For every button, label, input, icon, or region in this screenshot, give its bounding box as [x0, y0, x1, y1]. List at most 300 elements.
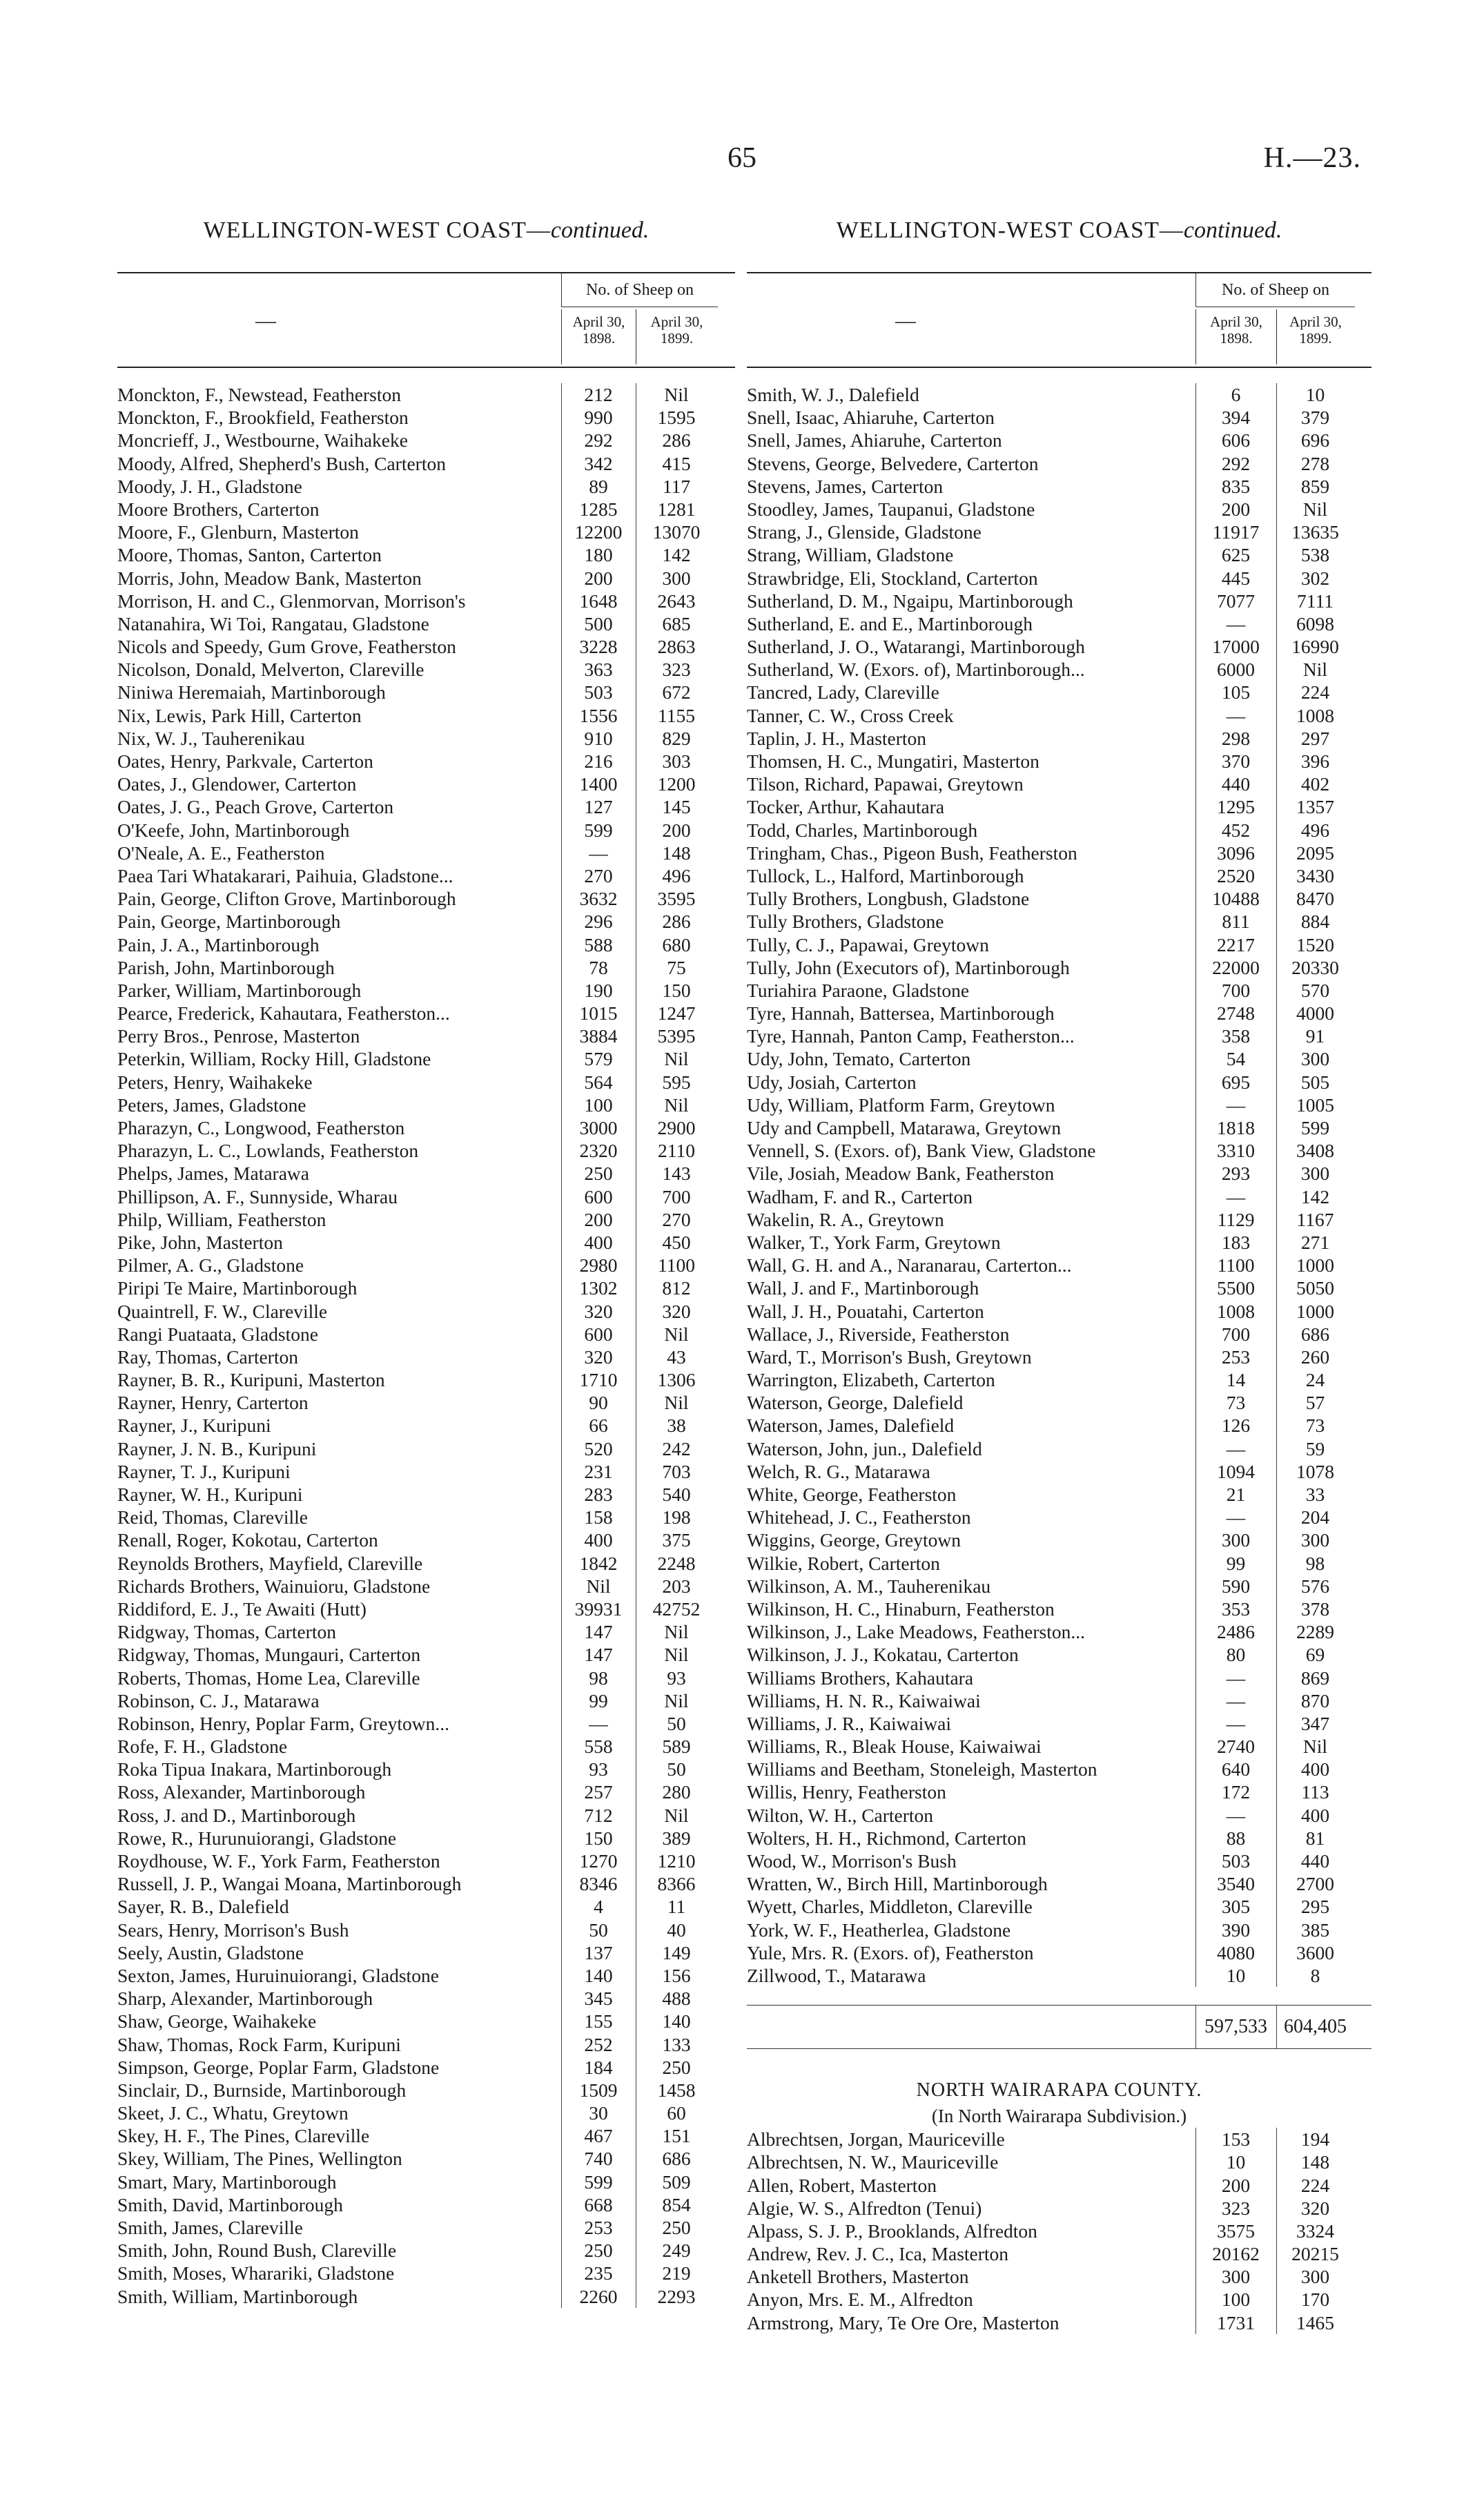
owner-name: Nix, W. J., Tauherenikau — [117, 727, 305, 749]
owner-name: York, W. F., Heatherlea, Gladstone — [747, 1919, 1011, 1941]
sheep-1899: 117 — [662, 475, 691, 497]
owner-name: Skey, William, The Pines, Wellington — [117, 2148, 402, 2170]
owner-name: Parker, William, Martinborough — [117, 979, 362, 1001]
owner-name: White, George, Featherston — [747, 1484, 957, 1505]
sheep-1898: 200 — [584, 1208, 613, 1230]
owner-name: Quaintrell, F. W., Clareville — [117, 1300, 328, 1322]
sheep-1898: — — [1226, 1667, 1246, 1689]
sheep-1898: 390 — [1221, 1919, 1251, 1941]
sheep-1898: 293 — [1221, 1163, 1251, 1185]
table-row — [117, 1575, 735, 1598]
sheep-1899: 57 — [1305, 1392, 1325, 1414]
sheep-1898: 250 — [584, 2240, 613, 2262]
sheep-1899: 538 — [1300, 544, 1330, 566]
owner-name: Reynolds Brothers, Mayfield, Clareville — [117, 1552, 423, 1574]
sheep-1898: 54 — [1226, 1048, 1246, 1070]
owner-name: Oates, Henry, Parkvale, Carterton — [117, 750, 373, 772]
table-row — [747, 979, 1371, 1002]
table-row — [747, 1620, 1371, 1643]
sheep-1899: 1155 — [658, 704, 695, 726]
table-row — [117, 1804, 735, 1827]
sheep-1899: 278 — [1300, 452, 1330, 474]
sheep-1899: Nil — [1302, 498, 1328, 520]
owner-name: Warrington, Elizabeth, Carterton — [747, 1369, 995, 1391]
sheep-1899: 595 — [662, 1071, 691, 1093]
sheep-1898: 712 — [584, 1804, 613, 1826]
table-row — [117, 1276, 735, 1299]
sheep-1898: 1295 — [1217, 796, 1255, 818]
table-row — [747, 1162, 1371, 1185]
owner-name: Rayner, J. N. B., Kuripuni — [117, 1437, 317, 1459]
sheep-1898: — — [1226, 1437, 1246, 1459]
left-header-dash: — — [255, 309, 276, 332]
table-row — [117, 2124, 735, 2147]
owner-name: Shaw, Thomas, Rock Farm, Kuripuni — [117, 2033, 401, 2055]
sheep-1899: 1520 — [1296, 933, 1334, 955]
owner-name: Rofe, F. H., Gladstone — [117, 1736, 288, 1758]
sheep-1899: 60 — [667, 2102, 686, 2124]
table-row — [117, 1162, 735, 1185]
table-row — [117, 498, 735, 521]
sheep-1899: 385 — [1300, 1919, 1330, 1941]
sheep-1898: 10 — [1226, 1964, 1246, 1986]
table-row — [747, 1208, 1371, 1231]
sheep-1899: 194 — [1300, 2128, 1330, 2151]
sheep-1898: 2980 — [579, 1254, 618, 1276]
sheep-1899: 450 — [662, 1231, 691, 1253]
sheep-1899: 870 — [1300, 1689, 1330, 1711]
right-column — [747, 214, 1371, 2334]
table-row — [747, 2197, 1371, 2220]
owner-name: Smith, Moses, Wharariki, Gladstone — [117, 2262, 395, 2284]
sheep-1899: 20215 — [1291, 2243, 1339, 2265]
sheep-1898: 353 — [1221, 1598, 1251, 1620]
sheep-1899: 496 — [1300, 819, 1330, 841]
sheep-1899: 40 — [667, 1919, 686, 1941]
table-row — [747, 590, 1371, 612]
sheep-1898: 2520 — [1217, 864, 1255, 886]
owner-name: Rayner, W. H., Kuripuni — [117, 1484, 303, 1505]
sheep-1899: 320 — [662, 1300, 691, 1322]
table-row — [117, 1346, 735, 1368]
right-table-header — [747, 272, 1371, 368]
table-row — [747, 1071, 1371, 1094]
sheep-1898: 590 — [1221, 1575, 1251, 1597]
sheep-1899: 8 — [1310, 1964, 1320, 1986]
sheep-1898: 1556 — [579, 704, 618, 726]
sheep-1898: 558 — [584, 1736, 613, 1758]
owner-name: Stevens, George, Belvedere, Carterton — [747, 452, 1039, 474]
sheep-1898: 452 — [1221, 819, 1251, 841]
sheep-1898: 2217 — [1217, 933, 1255, 955]
owner-name: Wilton, W. H., Carterton — [747, 1804, 934, 1826]
table-row — [747, 1598, 1371, 1620]
sheep-1899: Nil — [664, 1621, 689, 1643]
owner-name: Albrechtsen, Jorgan, Mauriceville — [747, 2128, 1005, 2151]
table-row — [747, 1002, 1371, 1025]
sheep-1898: 80 — [1226, 1644, 1246, 1666]
table-row — [117, 406, 735, 429]
table-row — [117, 2285, 735, 2308]
sheep-1899: 50 — [667, 1758, 686, 1780]
right-title-main: WELLINGTON-WEST COAST— — [836, 217, 1184, 243]
sheep-1899: 8470 — [1296, 888, 1334, 910]
sheep-1898: 588 — [584, 933, 613, 955]
table-row — [117, 1071, 735, 1094]
sheep-1898: 300 — [1221, 1529, 1251, 1551]
owner-name: Rowe, R., Hurunuiorangi, Gladstone — [117, 1827, 397, 1849]
sheep-1898: 216 — [584, 750, 613, 772]
owner-name: Phillipson, A. F., Sunnyside, Wharau — [117, 1185, 398, 1207]
table-row — [117, 1139, 735, 1162]
section-title: NORTH WAIRARAPA COUNTY. — [916, 2079, 1202, 2101]
table-row — [117, 2171, 735, 2193]
sheep-1898: 606 — [1221, 429, 1251, 452]
owner-name: Wall, G. H. and A., Naranarau, Carterton... — [747, 1254, 1072, 1276]
owner-name: Rayner, B. R., Kuripuni, Masterton — [117, 1369, 385, 1391]
sheep-1899: 3430 — [1296, 864, 1334, 886]
sheep-1898: 292 — [584, 429, 613, 452]
owner-name: Taplin, J. H., Masterton — [747, 727, 927, 749]
sheep-1898: 1285 — [579, 498, 618, 520]
sheep-1899: 16990 — [1291, 636, 1339, 658]
table-row — [747, 1254, 1371, 1276]
table-row — [117, 543, 735, 566]
sheep-1899: 140 — [662, 2010, 691, 2032]
sheep-1898: 3575 — [1217, 2220, 1255, 2242]
owner-name: Wood, W., Morrison's Bush — [747, 1850, 957, 1872]
sheep-1898: 8346 — [579, 1873, 618, 1895]
sheep-1898: 150 — [584, 1827, 613, 1849]
table-row — [747, 750, 1371, 773]
table-row — [117, 1620, 735, 1643]
table-row — [117, 2262, 735, 2284]
table-row — [747, 842, 1371, 864]
sheep-1898: 21 — [1226, 1484, 1246, 1505]
sheep-1899: 3595 — [657, 888, 696, 910]
owner-name: Sutherland, E. and E., Martinborough — [747, 612, 1033, 634]
sheep-1899: 142 — [662, 544, 691, 566]
owner-name: Wilkinson, H. C., Hinaburn, Featherston — [747, 1598, 1055, 1620]
sheep-1899: 300 — [1300, 1048, 1330, 1070]
sheep-1898: — — [1226, 612, 1246, 634]
sheep-1899: 685 — [662, 612, 691, 634]
table-row — [747, 2220, 1371, 2242]
sheep-1898: 88 — [1226, 1827, 1246, 1849]
owner-name: Vile, Josiah, Meadow Bank, Featherston — [747, 1163, 1055, 1185]
owner-name: Pilmer, A. G., Gladstone — [117, 1254, 304, 1276]
sheep-1899: 686 — [1300, 1323, 1330, 1345]
sheep-1899: 300 — [662, 567, 691, 589]
sheep-1898: 600 — [584, 1185, 613, 1207]
sheep-1898: 50 — [589, 1919, 608, 1941]
table-row — [117, 1941, 735, 1964]
sheep-1899: 509 — [662, 2171, 691, 2193]
sheep-1899: 170 — [1300, 2289, 1330, 2311]
table-row — [117, 1231, 735, 1254]
sheep-1898: 257 — [584, 1781, 613, 1803]
sheep-1899: 91 — [1305, 1025, 1325, 1047]
sheep-1898: 137 — [584, 1941, 613, 1963]
sheep-1899: 5050 — [1296, 1277, 1334, 1299]
table-row — [117, 1391, 735, 1414]
sheep-1899: 270 — [662, 1208, 691, 1230]
sheep-1899: 6098 — [1296, 612, 1334, 634]
sheep-1898: 835 — [1221, 475, 1251, 497]
sheep-1898: 1015 — [579, 1002, 618, 1025]
right-table-body — [747, 383, 1371, 1987]
sheep-1899: 7111 — [1297, 590, 1334, 612]
owner-name: Oates, J. G., Peach Grove, Carterton — [117, 796, 394, 818]
sheep-1899: 1247 — [657, 1002, 696, 1025]
table-row — [747, 1391, 1371, 1414]
owner-name: Sutherland, W. (Exors. of), Martinborough... — [747, 659, 1085, 681]
sheep-1899: 156 — [662, 1964, 691, 1986]
sheep-1898: 1302 — [579, 1277, 618, 1299]
table-row — [117, 658, 735, 681]
sheep-1899: 2293 — [657, 2285, 696, 2307]
sheep-1898: 500 — [584, 612, 613, 634]
total-1898: 597,533 — [1204, 2016, 1267, 2038]
sheep-1899: 69 — [1305, 1644, 1325, 1666]
sheep-1898: 147 — [584, 1644, 613, 1666]
table-row — [747, 1827, 1371, 1850]
table-row — [747, 1346, 1371, 1368]
table-row — [747, 773, 1371, 795]
table-row — [117, 383, 735, 406]
table-row — [747, 1872, 1371, 1895]
sheep-1899: 1200 — [657, 773, 696, 795]
table-row — [117, 2147, 735, 2170]
owner-name: Perry Bros., Penrose, Masterton — [117, 1025, 360, 1047]
table-row — [747, 1804, 1371, 1827]
owner-name: Alpass, S. J. P., Brooklands, Alfredton — [747, 2220, 1037, 2242]
right-header-dash: — — [895, 309, 916, 332]
owner-name: Wakelin, R. A., Greytown — [747, 1208, 944, 1230]
sheep-1898: 320 — [584, 1346, 613, 1368]
table-row — [117, 1437, 735, 1460]
owner-name: Moncrieff, J., Westbourne, Waihakeke — [117, 429, 408, 452]
table-row — [747, 1025, 1371, 1047]
sheep-1898: 39931 — [574, 1598, 623, 1620]
owner-name: Skeet, J. C., Whatu, Greytown — [117, 2102, 349, 2124]
table-row — [747, 1300, 1371, 1323]
table-row — [117, 1483, 735, 1506]
sheep-1898: 12200 — [574, 521, 623, 543]
sheep-1899: 696 — [1300, 429, 1330, 452]
sheep-1899: 300 — [1300, 1529, 1330, 1551]
owner-name: Armstrong, Mary, Te Ore Ore, Masterton — [747, 2311, 1060, 2333]
owner-name: Tocker, Arthur, Kahautara — [747, 796, 945, 818]
table-row — [117, 2193, 735, 2216]
table-row — [747, 2128, 1371, 2151]
table-row — [747, 1667, 1371, 1689]
sheep-1898: 363 — [584, 659, 613, 681]
owner-name: Yule, Mrs. R. (Exors. of), Featherston — [747, 1941, 1034, 1963]
owner-name: Snell, Isaac, Ahiaruhe, Carterton — [747, 407, 995, 429]
sheep-1899: 43 — [667, 1346, 686, 1368]
table-row — [117, 795, 735, 818]
table-row — [747, 429, 1371, 452]
owner-name: Sayer, R. B., Dalefield — [117, 1896, 289, 1918]
sheep-1898: — — [589, 842, 608, 864]
sheep-1898: — — [589, 1712, 608, 1734]
sheep-1899: 142 — [1300, 1185, 1330, 1207]
sheep-1899: 300 — [1300, 1163, 1330, 1185]
sheep-1898: 3228 — [579, 636, 618, 658]
sheep-1899: 700 — [662, 1185, 691, 1207]
table-row — [117, 1552, 735, 1575]
sheep-1899: 686 — [662, 2148, 691, 2170]
table-row — [747, 1643, 1371, 1666]
table-row — [117, 1780, 735, 1803]
table-row — [117, 1528, 735, 1551]
owner-name: Zillwood, T., Matarawa — [747, 1964, 926, 1986]
table-row — [747, 452, 1371, 475]
left-col2-line2: 1899. — [660, 330, 694, 347]
owner-name: Shaw, George, Waihakeke — [117, 2010, 317, 2032]
sheep-1899: 24 — [1305, 1369, 1325, 1391]
sheep-1898: 184 — [584, 2056, 613, 2078]
sheep-1898: 292 — [1221, 452, 1251, 474]
sheep-1899: 1595 — [657, 407, 696, 429]
left-column-title — [117, 214, 735, 247]
sheep-1898: 99 — [1226, 1552, 1246, 1574]
table-row — [117, 521, 735, 543]
sheep-1899: 375 — [662, 1529, 691, 1551]
left-header-col1 — [561, 309, 636, 365]
owner-name: Smith, John, Round Bush, Clareville — [117, 2240, 397, 2262]
owner-name: Ross, Alexander, Martinborough — [117, 1781, 366, 1803]
owner-name: Natanahira, Wi Toi, Rangatau, Gladstone — [117, 612, 429, 634]
sheep-1898: 668 — [584, 2193, 613, 2215]
owner-name: Pearce, Frederick, Kahautara, Featherston... — [117, 1002, 450, 1025]
sheep-1898: 147 — [584, 1621, 613, 1643]
sheep-1899: 2095 — [1296, 842, 1334, 864]
owner-name: Strang, J., Glenside, Gladstone — [747, 521, 982, 543]
owner-name: Pike, John, Masterton — [117, 1231, 283, 1253]
sheep-1898: 126 — [1221, 1415, 1251, 1437]
table-row — [117, 750, 735, 773]
table-row — [747, 1185, 1371, 1208]
sheep-1898: 323 — [1221, 2197, 1251, 2219]
table-row — [747, 383, 1371, 406]
owner-name: Smart, Mary, Martinborough — [117, 2171, 337, 2193]
sheep-1898: 231 — [584, 1460, 613, 1482]
owner-name: Monckton, F., Newstead, Featherston — [117, 384, 401, 405]
owner-name: Walker, T., York Farm, Greytown — [747, 1231, 1001, 1253]
table-row — [117, 1712, 735, 1735]
sheep-1899: 303 — [662, 750, 691, 772]
owner-name: Willis, Henry, Featherston — [747, 1781, 946, 1803]
owner-name: Roberts, Thomas, Home Lea, Clareville — [117, 1667, 420, 1689]
sheep-1898: 1400 — [579, 773, 618, 795]
sheep-1899: 576 — [1300, 1575, 1330, 1597]
table-row — [117, 979, 735, 1002]
sheep-1898: 1731 — [1217, 2311, 1255, 2333]
table-row — [747, 498, 1371, 521]
sheep-1898: 73 — [1226, 1392, 1246, 1414]
table-row — [117, 681, 735, 703]
owner-name: Stevens, James, Carterton — [747, 475, 944, 497]
owner-name: Smith, James, Clareville — [117, 2217, 303, 2238]
owner-name: Tyre, Hannah, Panton Camp, Featherston... — [747, 1025, 1075, 1047]
sheep-1898: 100 — [1221, 2289, 1251, 2311]
sheep-1899: 854 — [662, 2193, 691, 2215]
sheep-1899: 1210 — [657, 1850, 696, 1872]
right-col1-line2: 1898. — [1220, 330, 1253, 347]
owner-name: Anyon, Mrs. E. M., Alfredton — [747, 2289, 973, 2311]
sheep-1899: 1281 — [657, 498, 696, 520]
owner-name: Thomsen, H. C., Mungatiri, Masterton — [747, 750, 1039, 772]
owner-name: Andrew, Rev. J. C., Ica, Masterton — [747, 2243, 1009, 2265]
owner-name: Phelps, James, Matarawa — [117, 1163, 309, 1185]
table-row — [117, 842, 735, 864]
owner-name: Rayner, J., Kuripuni — [117, 1415, 271, 1437]
sheep-1898: 99 — [589, 1689, 608, 1711]
table-row — [117, 2010, 735, 2032]
sheep-1898: 6 — [1231, 384, 1241, 405]
sheep-1898: 305 — [1221, 1896, 1251, 1918]
sheep-1898: 394 — [1221, 407, 1251, 429]
sheep-1899: 812 — [662, 1277, 691, 1299]
sheep-1899: 4000 — [1296, 1002, 1334, 1025]
owner-name: Udy and Campbell, Matarawa, Greytown — [747, 1117, 1062, 1138]
sheep-1899: 2863 — [657, 636, 696, 658]
sheep-1898: 283 — [584, 1484, 613, 1505]
owner-name: Smith, David, Martinborough — [117, 2193, 343, 2215]
sheep-1899: 672 — [662, 681, 691, 703]
sheep-1899: 260 — [1300, 1346, 1330, 1368]
owner-name: Roydhouse, W. F., York Farm, Featherston — [117, 1850, 440, 1872]
sheep-1899: 540 — [662, 1484, 691, 1505]
table-row — [747, 612, 1371, 635]
sheep-1898: 140 — [584, 1964, 613, 1986]
table-row — [747, 1528, 1371, 1551]
sheep-1899: 320 — [1300, 2197, 1330, 2219]
table-row — [747, 887, 1371, 910]
sheep-1899: 2900 — [657, 1117, 696, 1138]
sheep-1899: Nil — [664, 1689, 689, 1711]
owner-name: Reid, Thomas, Clareville — [117, 1506, 308, 1528]
sheep-1899: 297 — [1300, 727, 1330, 749]
sheep-1898: 66 — [589, 1415, 608, 1437]
sheep-1898: 640 — [1221, 1758, 1251, 1780]
table-row — [747, 521, 1371, 543]
sheep-1898: 564 — [584, 1071, 613, 1093]
owner-name: Anketell Brothers, Masterton — [747, 2266, 969, 2288]
sheep-1898: 1008 — [1217, 1300, 1255, 1322]
owner-name: Tanner, C. W., Cross Creek — [747, 704, 954, 726]
table-row — [117, 1598, 735, 1620]
owner-name: Riddiford, E. J., Te Awaiti (Hutt) — [117, 1598, 367, 1620]
table-row — [117, 1987, 735, 2010]
owner-name: Tancred, Lady, Clareville — [747, 681, 939, 703]
owner-name: Moody, Alfred, Shepherd's Bush, Carterton — [117, 452, 446, 474]
table-row — [117, 1919, 735, 1941]
right-col1-line1: April 30, — [1210, 313, 1262, 330]
sheep-1898: Nil — [586, 1575, 611, 1597]
table-row — [747, 1437, 1371, 1460]
sheep-1898: 2740 — [1217, 1736, 1255, 1758]
sheep-1898: — — [1226, 704, 1246, 726]
owner-name: Nix, Lewis, Park Hill, Carterton — [117, 704, 362, 726]
sheep-1898: 10488 — [1212, 888, 1260, 910]
table-row — [747, 1231, 1371, 1254]
owner-name: Welch, R. G., Matarawa — [747, 1460, 930, 1482]
sheep-1899: 224 — [1300, 2174, 1330, 2196]
sheep-1898: 200 — [1221, 498, 1251, 520]
